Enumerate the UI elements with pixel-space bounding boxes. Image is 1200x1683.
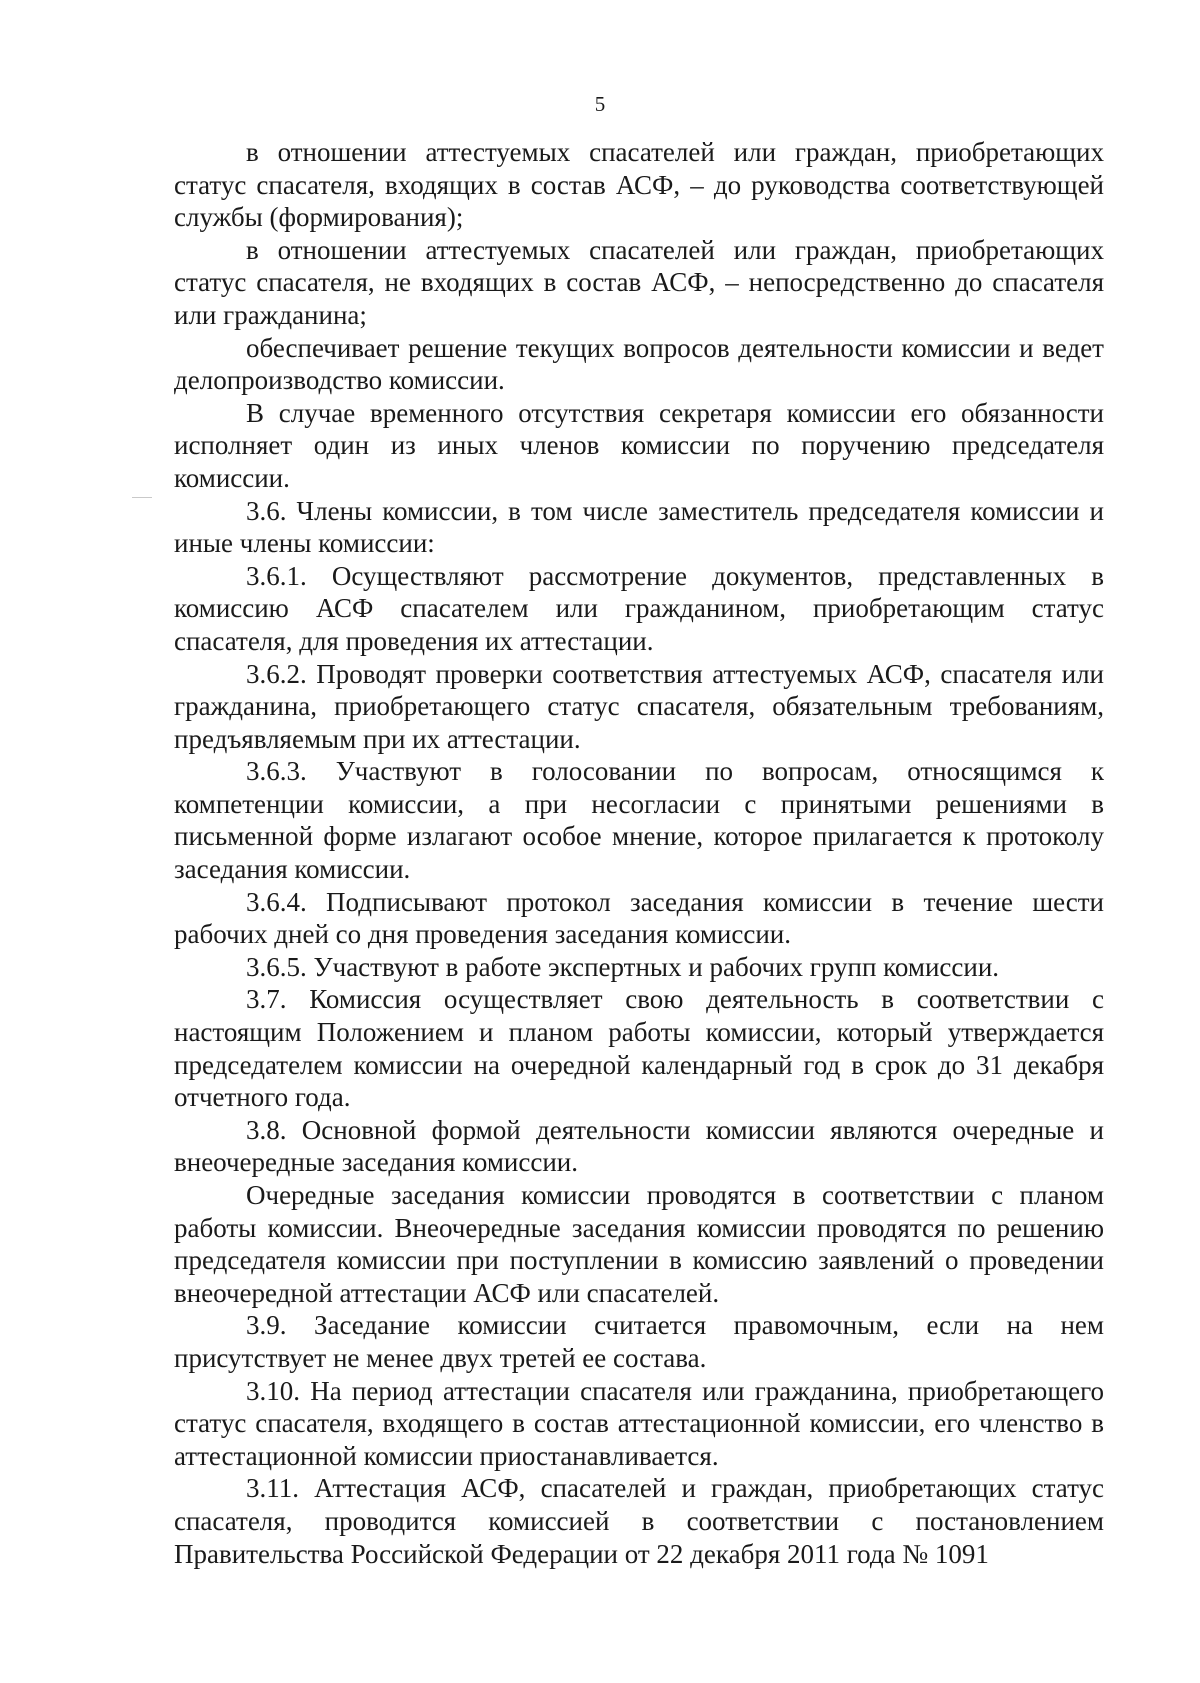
page-number: 5	[594, 92, 606, 116]
paragraph: 3.7. Комиссия осуществляет свою деятельность в соответствии с настоящим Положением и планом работы комиссии, который утверждается председателем комиссии на очередной календарный год в срок до 31 декабря отчетного года.	[174, 984, 1104, 1113]
paragraph: 3.6.4. Подписывают протокол заседания комиссии в течение шести рабочих дней со дня проведения заседания комиссии.	[174, 886, 1104, 950]
paragraph: 3.6.5. Участвуют в работе экспертных и рабочих групп комиссии.	[246, 951, 1000, 982]
document-body	[174, 136, 1104, 1570]
paragraph: в отношении аттестуемых спасателей или граждан, приобретающих статус спасателя, входящих в состав АСФ, – до руководства соответствующей службы (формирования);	[174, 137, 1104, 233]
paragraph: 3.8. Основной формой деятельности комиссии являются очередные и внеочередные заседания комиссии.	[174, 1114, 1104, 1178]
paragraph: обеспечивает решение текущих вопросов деятельности комиссии и ведет делопроизводство комиссии.	[174, 332, 1104, 396]
paragraph: 3.6.2. Проводят проверки соответствия аттестуемых АСФ, спасателя или гражданина, приобретающего статус спасателя, обязательным требованиям, предъявляемым при их аттестации.	[174, 658, 1104, 754]
paragraph: Очередные заседания комиссии проводятся в соответствии с планом работы комиссии. Внеочередные заседания комиссии проводятся по решению председателя комиссии при поступлении в комиссию заявлений о проведении внеочередной аттестации АСФ или спасателей.	[174, 1180, 1104, 1308]
paragraph: В случае временного отсутствия секретаря комиссии его обязанности исполняет один из иных членов комиссии по поручению председателя комиссии.	[174, 397, 1104, 493]
scan-mark	[132, 497, 152, 498]
paragraph: 3.10. На период аттестации спасателя или гражданина, приобретающего статус спасателя, входящего в состав аттестационной комиссии, его членство в аттестационной комиссии приостанавливается.	[174, 1375, 1104, 1471]
paragraph: 3.6.1. Осуществляют рассмотрение документов, представленных в комиссию АСФ спасателем или гражданином, приобретающим статус спасателя, для проведения их аттестации.	[174, 560, 1104, 656]
paragraph: 3.6.3. Участвуют в голосовании по вопросам, относящимся к компетенции комиссии, а при несогласии с принятыми решениями в письменной форме излагают особое мнение, которое прилагается к протоколу заседания комиссии.	[174, 756, 1104, 885]
paragraph: 3.11. Аттестация АСФ, спасателей и граждан, приобретающих статус спасателя, проводится комиссией в соответствии с постановлением Правительства Российской Федерации от 22 декабря 2011 года № 1091	[174, 1473, 1104, 1569]
paragraph: в отношении аттестуемых спасателей или граждан, приобретающих статус спасателя, не входящих в состав АСФ, – непосредственно до спасателя или гражданина;	[174, 234, 1104, 330]
paragraph: 3.6. Члены комиссии, в том числе заместитель председателя комиссии и иные члены комиссии:	[174, 495, 1104, 559]
paragraph: 3.9. Заседание комиссии считается правомочным, если на нем присутствует не менее двух третей ее состава.	[174, 1310, 1104, 1373]
